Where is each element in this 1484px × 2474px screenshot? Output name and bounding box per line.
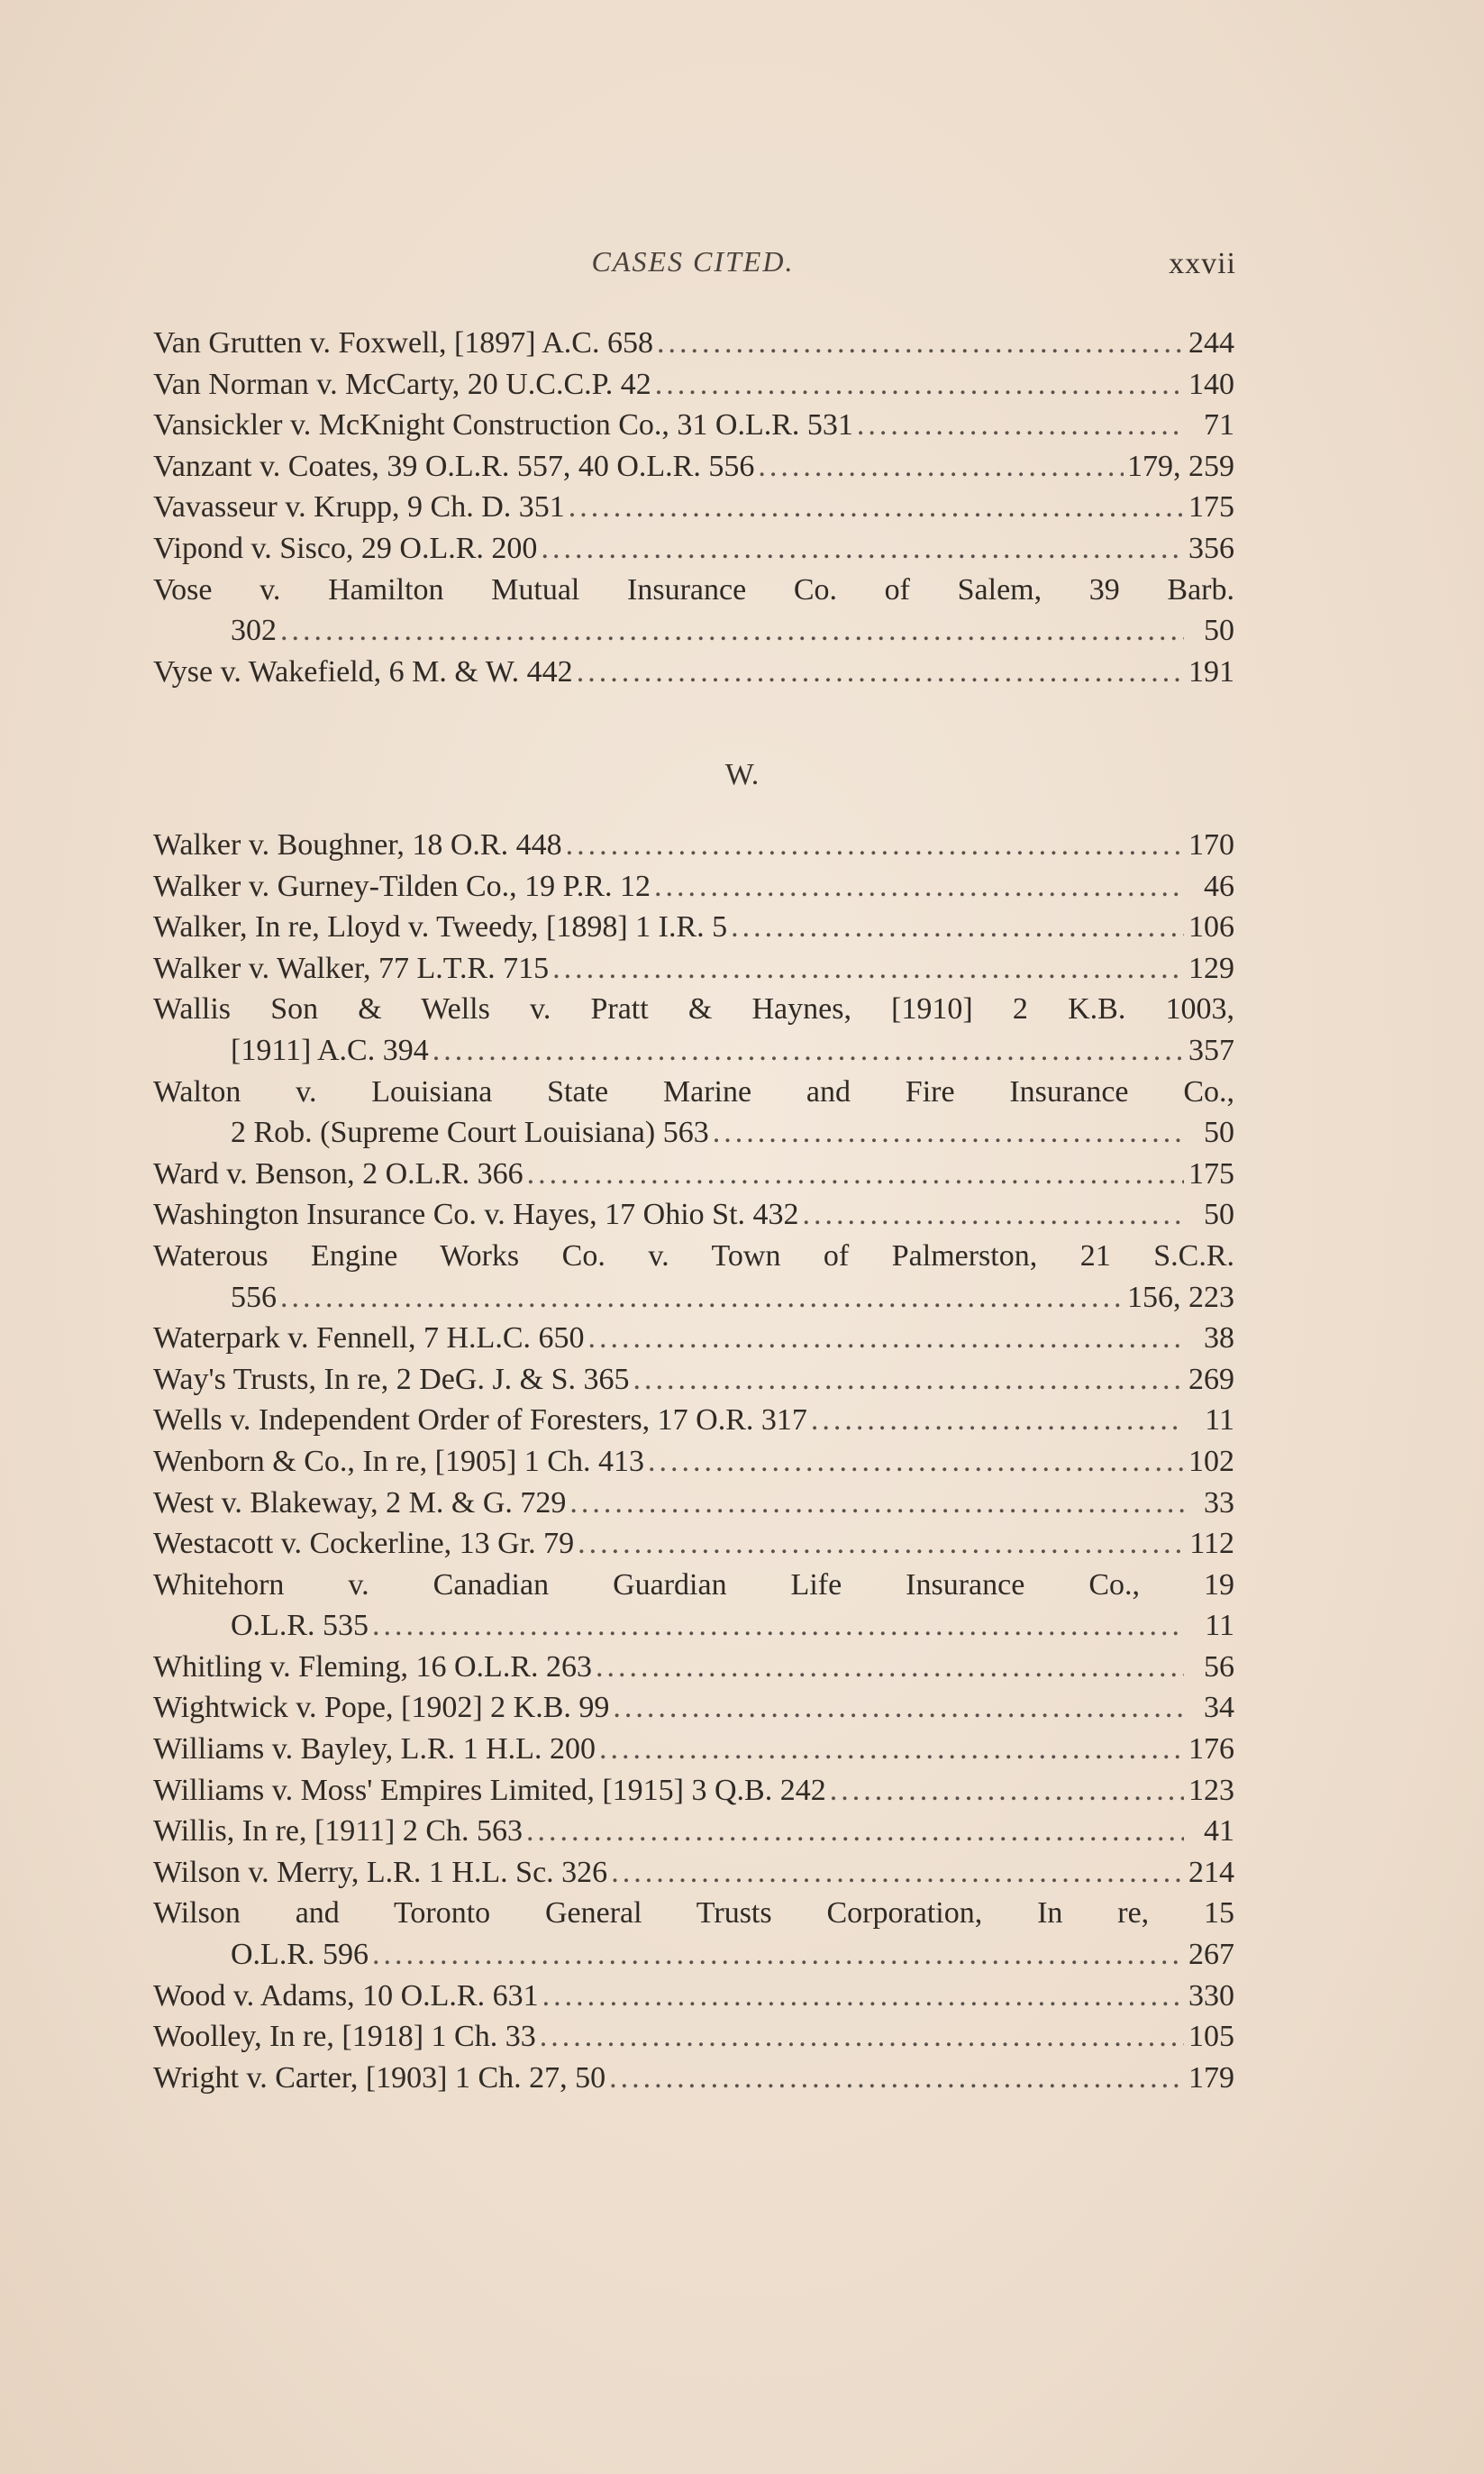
- case-citation-text: Vavasseur v. Krupp, 9 Ch. D. 351: [153, 490, 565, 525]
- case-entry: [153, 1770, 1234, 1812]
- case-citation-line: [153, 948, 1234, 990]
- case-entry: [153, 323, 1234, 364]
- case-citation-text: [1911] A.C. 394: [231, 1033, 429, 1067]
- page-reference: 71: [1204, 408, 1234, 443]
- case-citation-line: [153, 1194, 1234, 1236]
- dot-leader: [280, 1277, 1124, 1319]
- case-citation-line: [153, 528, 1234, 570]
- page-reference: 175: [1188, 1156, 1234, 1191]
- page-reference: 112: [1189, 1527, 1234, 1561]
- page-number: xxvii: [1169, 247, 1236, 280]
- case-citation-line: [153, 1277, 1234, 1319]
- page-reference: 244: [1188, 326, 1234, 360]
- dot-leader: [540, 2016, 1184, 2058]
- case-entry: [153, 1729, 1234, 1770]
- dot-leader: [654, 866, 1184, 908]
- dot-leader: [372, 1934, 1184, 1976]
- dot-leader: [613, 1687, 1184, 1729]
- page-reference: 140: [1188, 367, 1234, 401]
- case-entry: [153, 446, 1234, 488]
- page-reference: 56: [1204, 1649, 1234, 1684]
- case-citation-line: [153, 1112, 1234, 1154]
- running-head: [151, 245, 1234, 290]
- page-reference: 106: [1188, 910, 1234, 945]
- case-citation-line: [153, 1647, 1234, 1688]
- page-reference: 330: [1188, 1978, 1234, 2013]
- case-entry: [153, 1154, 1234, 1195]
- case-citation-text: Van Grutten v. Foxwell, [1897] A.C. 658: [153, 326, 653, 360]
- case-citation-line: [153, 1030, 1234, 1072]
- case-citation-text: Williams v. Moss' Empires Limited, [1915] 3 Q.B. 242: [153, 1773, 826, 1807]
- case-entry: [153, 1523, 1234, 1565]
- page-reference: 50: [1204, 614, 1234, 648]
- dot-leader: [609, 2058, 1184, 2099]
- case-entry: [153, 1072, 1234, 1154]
- case-citation-line: [153, 405, 1234, 446]
- case-citation-text: Wells v. Independent Order of Foresters, 17 O.R. 317: [153, 1403, 807, 1438]
- page-reference: 105: [1188, 2020, 1234, 2054]
- case-citation-line: [153, 1687, 1234, 1729]
- dot-leader: [655, 364, 1184, 406]
- dot-leader: [577, 652, 1184, 693]
- case-entry: [153, 405, 1234, 446]
- case-citation-text: Way's Trusts, In re, 2 DeG. J. & S. 365: [153, 1362, 630, 1396]
- case-entry: [153, 1194, 1234, 1236]
- case-citation-text: Vansickler v. McKnight Construction Co., 31 O.L.R. 531: [153, 408, 853, 443]
- case-citation-text: Walker v. Boughner, 18 O.R. 448: [153, 828, 562, 862]
- dot-leader: [811, 1400, 1184, 1441]
- case-name-line: Wallis Son & Wells v. Pratt & Haynes, [1910] 2 K.B. 1003,: [153, 992, 1234, 1027]
- page-reference: 170: [1188, 828, 1234, 862]
- case-citation-line: [153, 364, 1234, 406]
- dot-leader: [578, 1523, 1184, 1565]
- dot-leader: [596, 1647, 1184, 1688]
- case-name-line: Vose v. Hamilton Mutual Insurance Co. of Salem, 39 Barb.: [153, 572, 1234, 607]
- dot-leader: [731, 907, 1184, 948]
- case-entry: [153, 1852, 1234, 1894]
- dot-leader: [566, 825, 1184, 866]
- case-citation-text: Vipond v. Sisco, 29 O.L.R. 200: [153, 531, 538, 565]
- case-name-line: Wilson and Toronto General Trusts Corporation, In re, 15: [153, 1896, 1234, 1931]
- case-entry: [153, 948, 1234, 990]
- case-list-w: [0, 825, 1484, 2098]
- case-entry: [153, 907, 1234, 948]
- case-entry: [153, 1441, 1234, 1483]
- case-citation-line: [153, 1441, 1234, 1483]
- case-citation-line: [153, 1400, 1234, 1441]
- page-reference: 179, 259: [1127, 449, 1234, 483]
- page-reference: 50: [1204, 1116, 1234, 1150]
- case-citation-line: [153, 2058, 1234, 2099]
- page-reference: 269: [1188, 1362, 1234, 1396]
- page-reference: 267: [1188, 1938, 1234, 1972]
- dot-leader: [542, 1976, 1184, 2017]
- case-entry: [153, 1647, 1234, 1688]
- case-citation-text: O.L.R. 596: [231, 1938, 369, 1972]
- case-entry: [153, 652, 1234, 693]
- dot-leader: [633, 1359, 1184, 1401]
- case-citation-line: [153, 1318, 1234, 1359]
- dot-leader: [432, 1030, 1184, 1072]
- case-citation-line: [153, 1605, 1234, 1647]
- case-citation-text: Ward v. Benson, 2 O.L.R. 366: [153, 1156, 523, 1191]
- case-entry: [153, 1236, 1234, 1318]
- dot-leader: [830, 1770, 1184, 1812]
- case-citation-text: Vyse v. Wakefield, 6 M. & W. 442: [153, 654, 573, 689]
- case-citation-text: Walker v. Gurney-Tilden Co., 19 P.R. 12: [153, 869, 651, 903]
- case-citation-line: [153, 1359, 1234, 1401]
- case-citation-line: [153, 1934, 1234, 1976]
- page-reference: 214: [1188, 1855, 1234, 1889]
- case-citation-line: [153, 1154, 1234, 1195]
- dot-leader: [588, 1318, 1184, 1359]
- dot-leader: [527, 1154, 1184, 1195]
- case-entry: [153, 1565, 1234, 1647]
- page-reference: 11: [1205, 1403, 1234, 1438]
- case-entry: [153, 1359, 1234, 1401]
- dot-leader: [803, 1194, 1184, 1236]
- case-entry: [153, 1893, 1234, 1975]
- dot-leader: [611, 1852, 1184, 1894]
- case-citation-text: Waterpark v. Fennell, 7 H.L.C. 650: [153, 1321, 585, 1356]
- dot-leader: [569, 1483, 1184, 1524]
- case-name-line: Waterous Engine Works Co. v. Town of Palmerston, 21 S.C.R.: [153, 1238, 1234, 1273]
- case-citation-line: [153, 1811, 1234, 1852]
- case-citation-text: Van Norman v. McCarty, 20 U.C.C.P. 42: [153, 367, 651, 401]
- page-reference: 175: [1188, 490, 1234, 525]
- case-citation-line: [153, 652, 1234, 693]
- case-citation-text: Wenborn & Co., In re, [1905] 1 Ch. 413: [153, 1444, 644, 1478]
- case-citation-text: 302: [231, 614, 277, 648]
- case-entry: [153, 1483, 1234, 1524]
- case-entry: [153, 825, 1234, 866]
- dot-leader: [657, 323, 1184, 364]
- case-entry: [153, 1811, 1234, 1852]
- case-citation-line: [153, 1976, 1234, 2017]
- dot-leader: [713, 1112, 1184, 1154]
- case-entry: [153, 487, 1234, 528]
- case-citation-line: [153, 610, 1234, 652]
- page-reference: 123: [1188, 1773, 1234, 1807]
- dot-leader: [552, 948, 1184, 990]
- case-citation-text: Walker v. Walker, 77 L.T.R. 715: [153, 951, 550, 985]
- page-reference: 34: [1204, 1691, 1234, 1725]
- case-citation-text: Wilson v. Merry, L.R. 1 H.L. Sc. 326: [153, 1855, 608, 1889]
- case-citation-text: Walker, In re, Lloyd v. Tweedy, [1898] 1 I.R. 5: [153, 910, 728, 945]
- case-citation-text: Vanzant v. Coates, 39 O.L.R. 557, 40 O.L.R. 556: [153, 449, 755, 483]
- case-entry: [153, 2016, 1234, 2058]
- dot-leader: [541, 528, 1184, 570]
- case-citation-line: [153, 825, 1234, 866]
- case-citation-text: Woolley, In re, [1918] 1 Ch. 33: [153, 2020, 536, 2054]
- case-entry: [153, 1687, 1234, 1729]
- dot-leader: [372, 1605, 1184, 1647]
- case-entry: [153, 528, 1234, 570]
- case-citation-line: [153, 1729, 1234, 1770]
- page-reference: 176: [1188, 1732, 1234, 1766]
- dot-leader: [857, 405, 1184, 446]
- page-reference: 129: [1188, 951, 1234, 985]
- case-citation-text: Whitling v. Fleming, 16 O.L.R. 263: [153, 1649, 593, 1684]
- page-reference: 38: [1204, 1321, 1234, 1356]
- case-list-v: [0, 323, 1484, 692]
- case-citation-line: [153, 446, 1234, 488]
- page-reference: 11: [1205, 1609, 1234, 1643]
- case-entry: [153, 570, 1234, 652]
- case-citation-line: [153, 907, 1234, 948]
- dot-leader: [526, 1811, 1184, 1852]
- page-reference: 33: [1204, 1485, 1234, 1520]
- running-title: CASES CITED.: [591, 245, 795, 278]
- case-citation-text: Wood v. Adams, 10 O.L.R. 631: [153, 1978, 539, 2013]
- case-entry: [153, 1400, 1234, 1441]
- case-citation-text: O.L.R. 535: [231, 1609, 369, 1643]
- case-citation-text: Willis, In re, [1911] 2 Ch. 563: [153, 1814, 523, 1849]
- dot-leader: [280, 610, 1184, 652]
- case-citation-text: Wright v. Carter, [1903] 1 Ch. 27, 50: [153, 2060, 606, 2095]
- page-reference: 41: [1204, 1814, 1234, 1849]
- page-reference: 357: [1188, 1033, 1234, 1067]
- case-citation-line: [153, 323, 1234, 364]
- case-citation-line: [153, 1852, 1234, 1894]
- case-entry: [153, 2058, 1234, 2099]
- case-entry: [153, 866, 1234, 908]
- page-reference: 156, 223: [1127, 1280, 1234, 1314]
- case-citation-line: [153, 1483, 1234, 1524]
- case-entry: [153, 364, 1234, 406]
- case-citation-text: Williams v. Bayley, L.R. 1 H.L. 200: [153, 1732, 596, 1766]
- dot-leader: [758, 446, 1124, 488]
- case-citation-text: 556: [231, 1280, 277, 1314]
- case-citation-text: West v. Blakeway, 2 M. & G. 729: [153, 1485, 567, 1520]
- case-citation-text: 2 Rob. (Supreme Court Louisiana) 563: [231, 1116, 709, 1150]
- page-reference: 179: [1188, 2060, 1234, 2095]
- case-citation-line: [153, 2016, 1234, 2058]
- dot-leader: [599, 1729, 1184, 1770]
- case-citation-text: Washington Insurance Co. v. Hayes, 17 Ohio St. 432: [153, 1198, 799, 1232]
- case-entry: [153, 1976, 1234, 2017]
- dot-leader: [569, 487, 1184, 528]
- page-reference: 50: [1204, 1198, 1234, 1232]
- case-entry: [153, 989, 1234, 1071]
- section-heading-w: W.: [724, 758, 760, 791]
- page-reference: 191: [1188, 654, 1234, 689]
- case-name-line: Whitehorn v. Canadian Guardian Life Insurance Co., 19: [153, 1567, 1234, 1602]
- case-citation-text: Westacott v. Cockerline, 13 Gr. 79: [153, 1527, 575, 1561]
- case-name-line: Walton v. Louisiana State Marine and Fire Insurance Co.,: [153, 1074, 1234, 1109]
- case-citation-text: Wightwick v. Pope, [1902] 2 K.B. 99: [153, 1691, 610, 1725]
- case-citation-line: [153, 1523, 1234, 1565]
- case-citation-line: [153, 487, 1234, 528]
- page-reference: 46: [1204, 869, 1234, 903]
- page-reference: 356: [1188, 531, 1234, 565]
- page-reference: 102: [1188, 1444, 1234, 1478]
- case-citation-line: [153, 866, 1234, 908]
- case-citation-line: [153, 1770, 1234, 1812]
- dot-leader: [648, 1441, 1184, 1483]
- case-entry: [153, 1318, 1234, 1359]
